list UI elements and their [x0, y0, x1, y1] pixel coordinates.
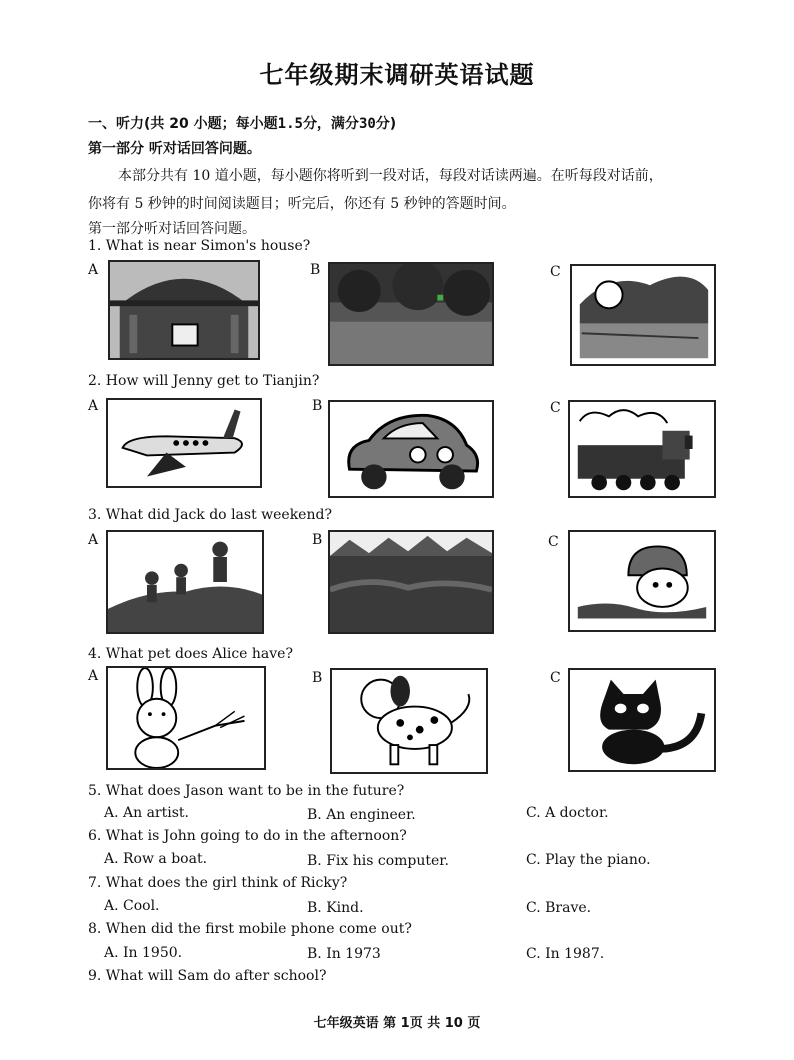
- q5-answer-b[interactable]: B. An engineer.: [307, 807, 416, 823]
- park-picture[interactable]: [328, 262, 494, 366]
- rabbit-picture[interactable]: [106, 666, 266, 770]
- question-4: 4. What pet does Alice have?: [88, 646, 293, 662]
- part1-heading: 第一部分 听对话回答问题。: [88, 141, 261, 157]
- part1-repeat: 第一部分听对话回答问题。: [88, 221, 256, 237]
- instructions-line-1: 本部分共有 10 道小题，每小题你将听到一段对话，每段对话读两遍。在听每段对话前，: [118, 168, 663, 184]
- q4-option-a-label: A: [88, 668, 99, 684]
- question-7: 7. What does the girl think of Ricky?: [88, 875, 348, 891]
- q3-option-b-label: B: [312, 532, 323, 548]
- section-heading-mid: 分，满分: [302, 116, 359, 132]
- q1-option-c-label: C: [550, 264, 561, 280]
- question-5: 5. What does Jason want to be in the future?: [88, 783, 405, 799]
- instructions-line-2: 你将有 5 秒钟的时间阅读题目；听完后，你还有 5 秒钟的答题时间。: [88, 196, 516, 212]
- train-picture[interactable]: [568, 400, 716, 498]
- q7-answer-a[interactable]: A. Cool.: [104, 898, 160, 914]
- page-title: 七年级期末调研英语试题: [259, 61, 535, 89]
- swimming-picture[interactable]: [568, 530, 716, 632]
- q8-answer-b[interactable]: B. In 1973: [307, 946, 381, 962]
- section-heading: [88, 113, 396, 133]
- q1-option-b-label: B: [310, 262, 321, 278]
- question-3: 3. What did Jack do last weekend?: [88, 507, 332, 523]
- q3-option-a-label: A: [88, 532, 99, 548]
- car-picture[interactable]: [328, 400, 494, 498]
- q2-option-b-label: B: [312, 398, 323, 414]
- question-9: 9. What will Sam do after school?: [88, 968, 327, 984]
- hiking-picture[interactable]: [106, 530, 264, 634]
- q6-answer-a[interactable]: A. Row a boat.: [104, 851, 208, 867]
- cat-picture[interactable]: [568, 668, 716, 772]
- q2-option-c-label: C: [550, 400, 561, 416]
- q4-option-c-label: C: [550, 670, 561, 686]
- q1-option-a-label: A: [88, 262, 99, 278]
- handwritten-score: 1.5: [277, 116, 303, 132]
- q8-answer-c[interactable]: C. In 1987.: [526, 946, 605, 962]
- handwritten-total: 30: [358, 116, 376, 132]
- q5-answer-c[interactable]: C. A doctor.: [526, 805, 609, 821]
- forest-picture[interactable]: [328, 530, 494, 634]
- q5-answer-a[interactable]: A. An artist.: [104, 805, 189, 821]
- q4-option-b-label: B: [312, 670, 323, 686]
- q3-option-c-label: C: [548, 534, 559, 550]
- dog-picture[interactable]: [330, 668, 488, 774]
- q6-answer-b[interactable]: B. Fix his computer.: [307, 853, 449, 869]
- question-8: 8. When did the first mobile phone come out?: [88, 921, 412, 937]
- q2-option-a-label: A: [88, 398, 99, 414]
- airplane-picture[interactable]: [106, 398, 262, 488]
- page-footer: 七年级英语 第 1页 共 10 页: [313, 1016, 481, 1031]
- q8-answer-a[interactable]: A. In 1950.: [104, 945, 183, 961]
- q7-answer-b[interactable]: B. Kind.: [307, 900, 364, 916]
- q7-answer-c[interactable]: C. Brave.: [526, 900, 592, 916]
- question-1: 1. What is near Simon's house?: [88, 238, 311, 254]
- question-2: 2. How will Jenny get to Tianjin?: [88, 373, 320, 389]
- q6-answer-c[interactable]: C. Play the piano.: [526, 852, 651, 868]
- section-heading-text: 一、听力(共 20 小题；每小题: [88, 116, 278, 132]
- question-6: 6. What is John going to do in the afternoon?: [88, 828, 407, 844]
- lake-picture[interactable]: [570, 264, 716, 366]
- building-picture[interactable]: [108, 260, 260, 360]
- section-heading-end: 分): [375, 116, 397, 132]
